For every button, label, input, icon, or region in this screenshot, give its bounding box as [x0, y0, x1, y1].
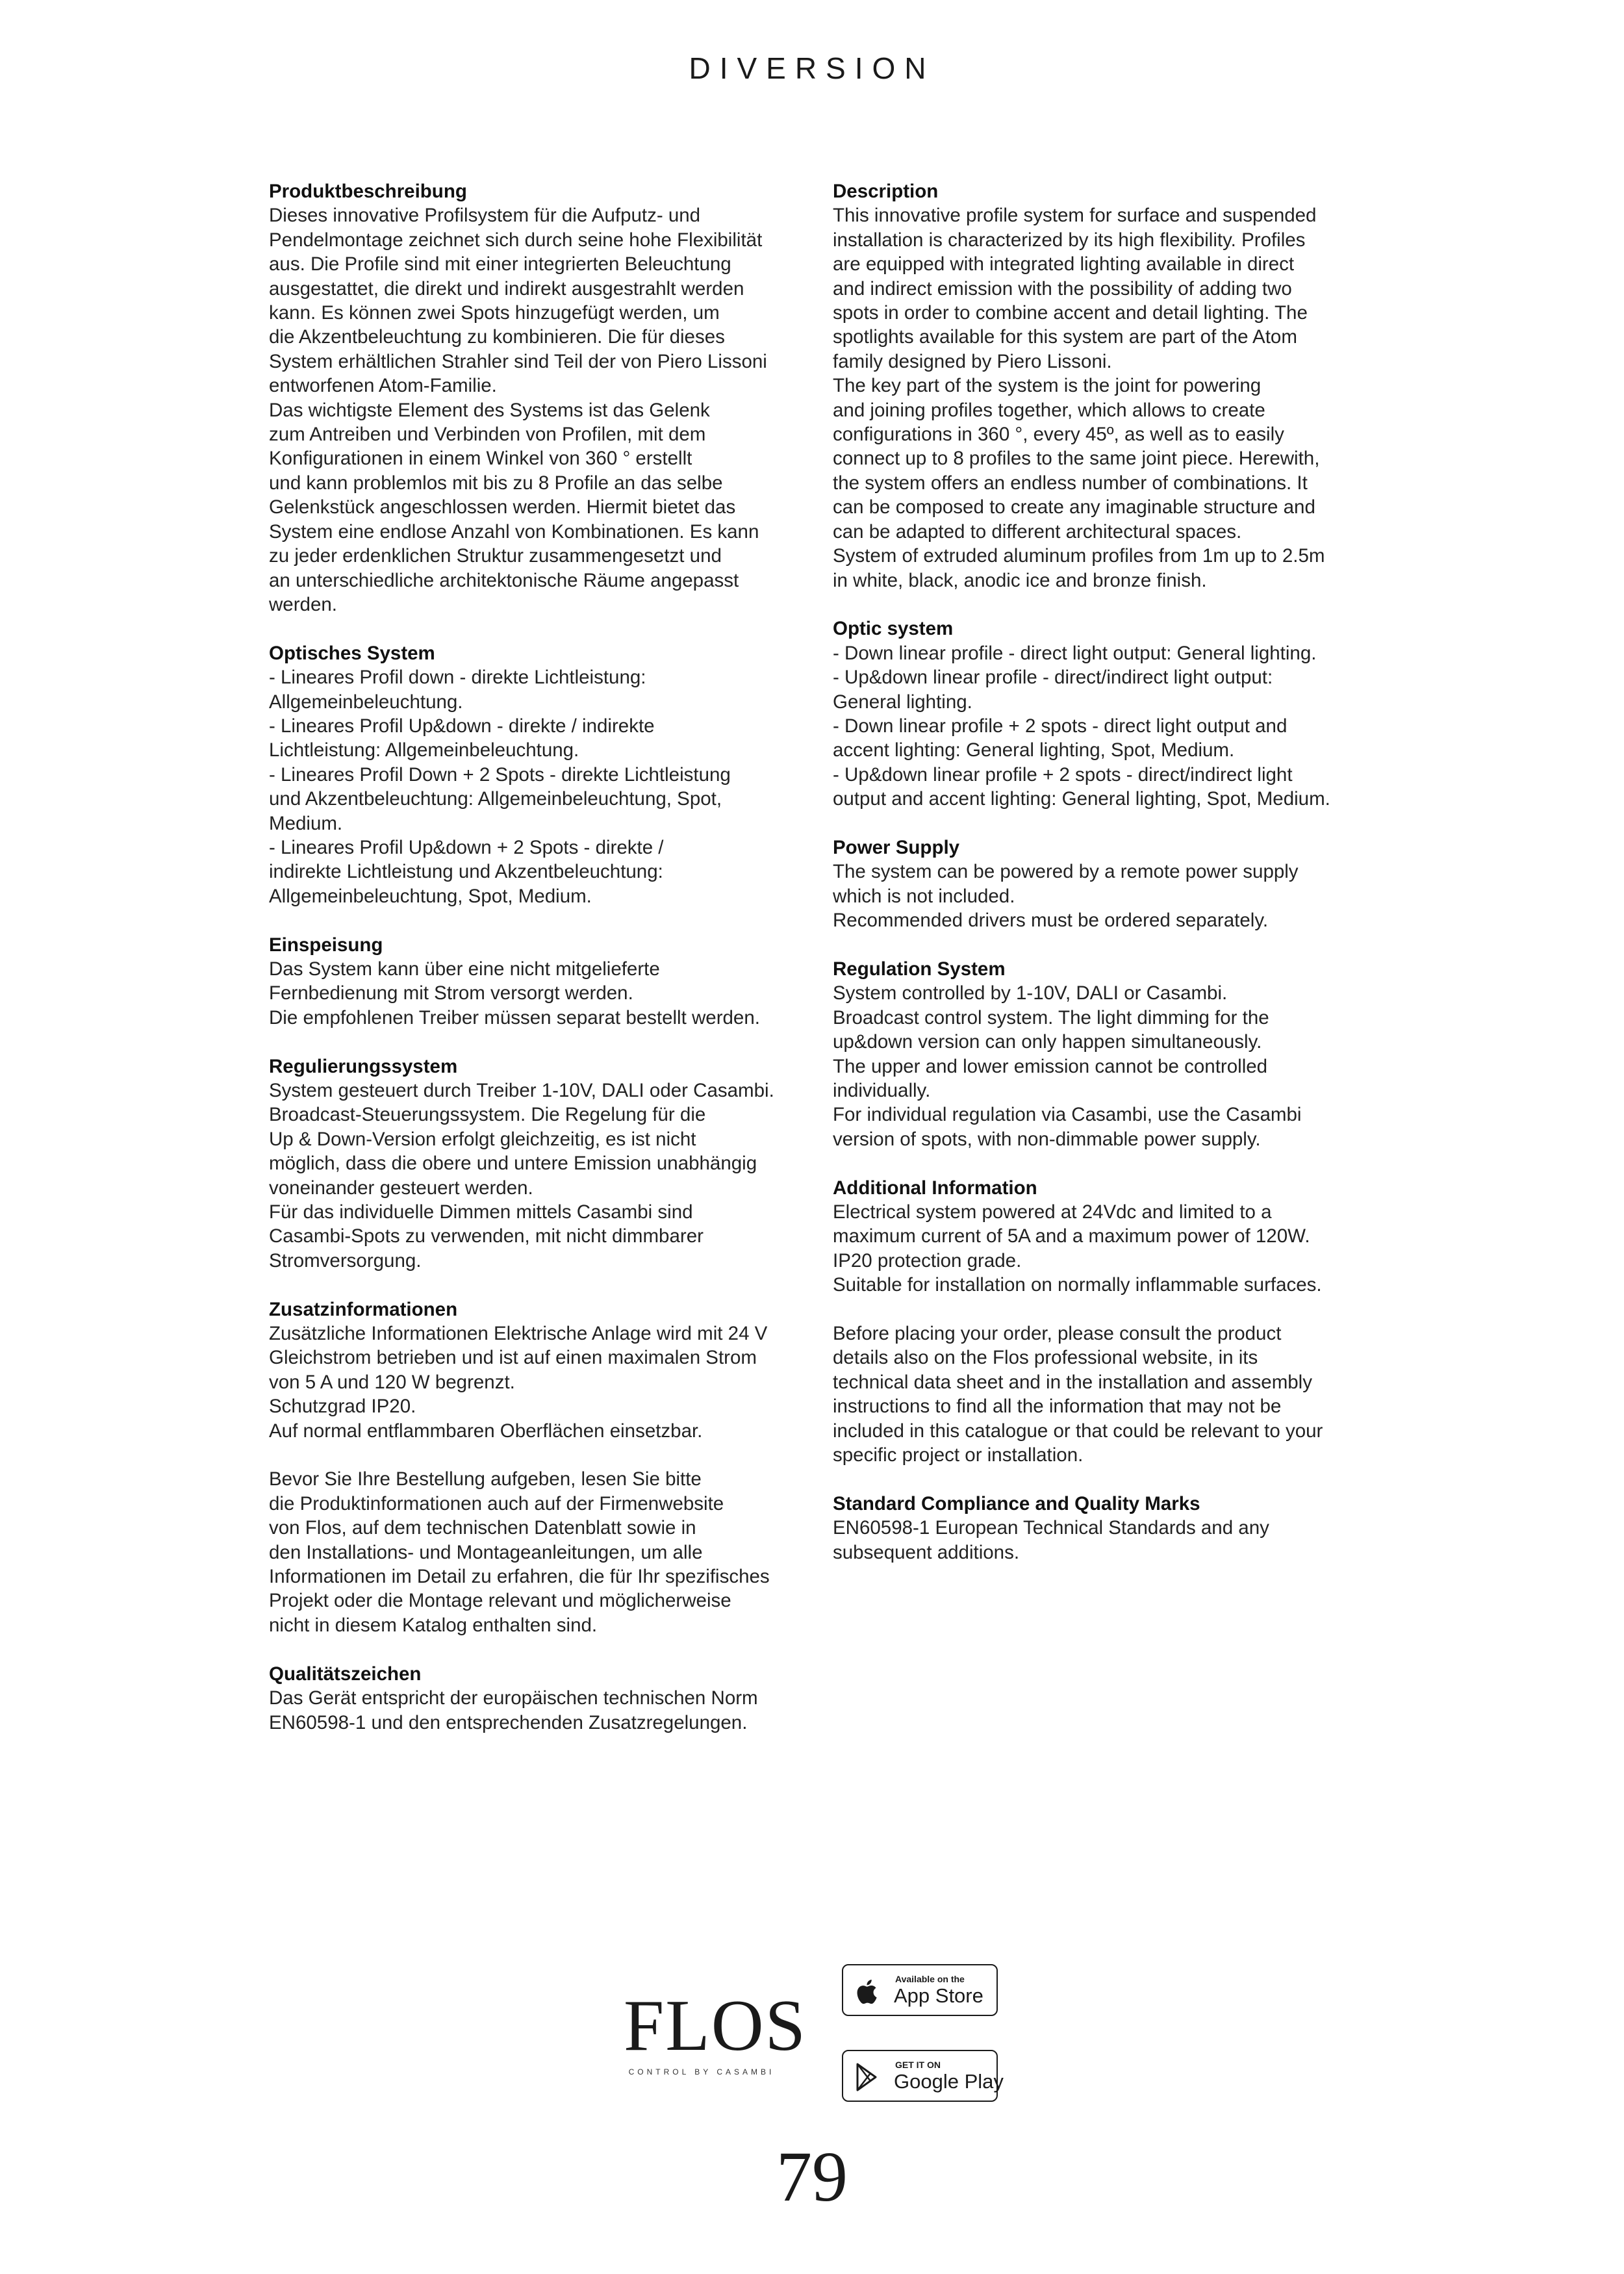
- text-line: For individual regulation via Casambi, use the Casambi: [833, 1104, 1302, 1126]
- text-line: - Down linear profile - direct light output: General lighting.: [833, 642, 1317, 664]
- english-section: [833, 1492, 1404, 1565]
- text-line: Für das individuelle Dimmen mittels Casambi sind: [269, 1201, 693, 1223]
- english-column: [833, 179, 1404, 1589]
- text-line: nicht in diesem Katalog enthalten sind.: [269, 1614, 598, 1636]
- text-line: - Up&down linear profile - direct/indirect light output:: [833, 667, 1273, 689]
- text-line: Broadcast-Steuerungssystem. Die Regelung für die: [269, 1104, 706, 1126]
- app-store-label: App Store: [894, 1984, 983, 2007]
- text-line: Electrical system powered at 24Vdc and limited to a: [833, 1201, 1272, 1223]
- text-line: von Flos, auf dem technischen Datenblatt sowie in: [269, 1517, 696, 1539]
- text-line: version of spots, with non-dimmable power supply.: [833, 1128, 1261, 1150]
- text-line: connect up to 8 profiles to the same joint piece. Herewith,: [833, 448, 1320, 470]
- text-line: Recommended drivers must be ordered separately.: [833, 910, 1269, 932]
- german-section: [269, 1054, 841, 1273]
- text-line: individually.: [833, 1079, 931, 1101]
- section-heading: Regulierungssystem: [269, 1055, 458, 1077]
- text-line: Allgemeinbeleuchtung, Spot, Medium.: [269, 885, 592, 907]
- text-line: - Lineares Profil down - direkte Lichtleistung:: [269, 667, 646, 689]
- text-line: Auf normal entflammbaren Oberflächen einsetzbar.: [269, 1420, 703, 1442]
- section-heading: Einspeisung: [269, 934, 383, 956]
- text-line: Die empfohlenen Treiber müssen separat bestellt werden.: [269, 1006, 760, 1028]
- text-line: Pendelmontage zeichnet sich durch seine hohe Flexibilität: [269, 229, 763, 251]
- text-line: Gleichstrom betrieben und ist auf einen maximalen Strom: [269, 1347, 757, 1369]
- text-line: kann. Es können zwei Spots hinzugefügt werden, um: [269, 302, 720, 324]
- flos-logo-subtitle: CONTROL BY CASAMBI: [628, 2067, 775, 2076]
- section-heading: Power Supply: [833, 836, 960, 858]
- text-line: voneinander gesteuert werden.: [269, 1177, 533, 1199]
- english-section: [833, 957, 1404, 1151]
- text-line: Fernbedienung mit Strom versorgt werden.: [269, 982, 633, 1004]
- text-line: Informationen im Detail zu erfahren, die für Ihr spezifisches: [269, 1566, 770, 1588]
- google-play-label: Google Play: [894, 2070, 1004, 2093]
- text-line: Allgemeinbeleuchtung.: [269, 691, 463, 713]
- text-line: Das wichtigste Element des Systems ist das Gelenk: [269, 399, 710, 421]
- text-line: Before placing your order, please consult the product: [833, 1323, 1282, 1345]
- text-line: subsequent additions.: [833, 1541, 1020, 1563]
- german-section: [269, 1662, 841, 1735]
- text-line: specific project or installation.: [833, 1444, 1084, 1466]
- flos-wordmark: FLOS: [624, 1986, 807, 2066]
- app-store-badge[interactable]: [842, 1964, 998, 2016]
- text-line: configurations in 360 °, every 45º, as well as to easily: [833, 424, 1284, 446]
- text-line: General lighting.: [833, 691, 972, 713]
- text-line: aus. Die Profile sind mit einer integrierten Beleuchtung: [269, 253, 731, 275]
- text-line: can be adapted to different architectural spaces.: [833, 520, 1242, 543]
- text-line: Das Gerät entspricht der europäischen technischen Norm: [269, 1687, 758, 1709]
- text-line: installation is characterized by its high flexibility. Profiles: [833, 229, 1306, 251]
- text-line: System of extruded aluminum profiles from 1m up to 2.5m: [833, 545, 1325, 567]
- text-line: maximum current of 5A and a maximum power of 120W.: [833, 1225, 1310, 1247]
- text-line: the system offers an endless number of combinations. It: [833, 472, 1308, 494]
- text-line: - Lineares Profil Up&down + 2 Spots - direkte /: [269, 836, 664, 858]
- english-section: [833, 179, 1404, 593]
- app-store-small-text: Available on the: [895, 1974, 965, 1984]
- text-line: spotlights available for this system are part of the Atom: [833, 326, 1297, 348]
- text-line: which is not included.: [833, 885, 1015, 907]
- text-line: The key part of the system is the joint for powering: [833, 375, 1262, 397]
- text-line: Gelenkstück angeschlossen werden. Hiermit bietet das: [269, 496, 736, 518]
- section-heading: Zusatzinformationen: [269, 1298, 458, 1320]
- text-line: Stromversorgung.: [269, 1249, 422, 1271]
- text-line: System controlled by 1-10V, DALI or Casambi.: [833, 982, 1228, 1004]
- text-line: technical data sheet and in the installation and assembly: [833, 1371, 1312, 1393]
- german-section: [269, 179, 841, 617]
- text-line: This innovative profile system for surface and suspended: [833, 205, 1317, 227]
- google-play-small-text: GET IT ON: [895, 2060, 941, 2070]
- text-line: up&down version can only happen simultaneously.: [833, 1031, 1262, 1053]
- text-line: Medium.: [269, 812, 343, 834]
- text-line: System erhältlichen Strahler sind Teil der von Piero Lissoni: [269, 350, 767, 372]
- text-line: von 5 A und 120 W begrenzt.: [269, 1371, 515, 1393]
- german-section: [269, 933, 841, 1030]
- section-heading: Qualitätszeichen: [269, 1663, 422, 1685]
- section-heading: Optisches System: [269, 642, 435, 664]
- text-line: are equipped with integrated lighting available in direct: [833, 253, 1295, 275]
- german-column: [269, 179, 841, 1759]
- text-line: Broadcast control system. The light dimming for the: [833, 1006, 1269, 1028]
- text-line: spots in order to combine accent and detail lighting. The: [833, 302, 1308, 324]
- google-play-icon: [854, 2062, 882, 2093]
- text-line: Dieses innovative Profilsystem für die Aufputz- und: [269, 205, 701, 227]
- text-line: Schutzgrad IP20.: [269, 1396, 416, 1418]
- page-number: 79: [776, 2137, 848, 2216]
- english-section: [833, 836, 1404, 933]
- english-section: [833, 1176, 1404, 1468]
- paragraph-gap: [269, 1443, 841, 1467]
- flos-logo: [624, 1986, 807, 2076]
- text-line: entworfenen Atom-Familie.: [269, 375, 497, 397]
- text-line: System eine endlose Anzahl von Kombinationen. Es kann: [269, 520, 759, 543]
- text-line: instructions to find all the information that may not be: [833, 1396, 1282, 1418]
- text-line: zum Antreiben und Verbinden von Profilen, mit dem: [269, 424, 706, 446]
- text-line: an unterschiedliche architektonische Räume angepasst: [269, 569, 739, 591]
- text-line: family designed by Piero Lissoni.: [833, 350, 1112, 372]
- text-line: - Up&down linear profile + 2 spots - direct/indirect light: [833, 763, 1293, 786]
- text-line: - Lineares Profil Up&down - direkte / indirekte: [269, 715, 655, 737]
- text-line: die Akzentbeleuchtung zu kombinieren. Die für dieses: [269, 326, 725, 348]
- text-line: Projekt oder die Montage relevant und möglicherweise: [269, 1590, 731, 1612]
- text-line: Casambi-Spots zu verwenden, mit nicht dimmbarer: [269, 1225, 704, 1247]
- section-heading: Standard Compliance and Quality Marks: [833, 1492, 1200, 1514]
- page-title: DIVERSION: [689, 51, 935, 85]
- text-line: Suitable for installation on normally inflammable surfaces.: [833, 1274, 1322, 1296]
- text-line: The system can be powered by a remote power supply: [833, 861, 1299, 883]
- text-line: indirekte Lichtleistung und Akzentbeleuchtung:: [269, 861, 663, 883]
- text-line: System gesteuert durch Treiber 1-10V, DALI oder Casambi.: [269, 1079, 774, 1101]
- text-line: Zusätzliche Informationen Elektrische Anlage wird mit 24 V: [269, 1323, 768, 1345]
- text-line: The upper and lower emission cannot be controlled: [833, 1055, 1268, 1077]
- text-line: accent lighting: General lighting, Spot, Medium.: [833, 739, 1235, 761]
- section-heading: Produktbeschreibung: [269, 181, 467, 202]
- text-line: die Produktinformationen auch auf der Firmenwebsite: [269, 1492, 724, 1514]
- text-line: and indirect emission with the possibility of adding two: [833, 277, 1292, 300]
- text-line: und kann problemlos mit bis zu 8 Profile an das selbe: [269, 472, 723, 494]
- section-heading: Additional Information: [833, 1177, 1037, 1199]
- text-line: and joining profiles together, which allows to create: [833, 399, 1265, 421]
- section-heading: Regulation System: [833, 958, 1006, 980]
- german-section: [269, 1297, 841, 1638]
- apple-icon: [854, 1976, 882, 2007]
- text-line: details also on the Flos professional website, in its: [833, 1347, 1258, 1369]
- text-line: EN60598-1 European Technical Standards and any: [833, 1517, 1269, 1539]
- text-line: EN60598-1 und den entsprechenden Zusatzregelungen.: [269, 1711, 748, 1733]
- google-play-badge[interactable]: [842, 2050, 1004, 2102]
- text-line: can be composed to create any imaginable structure and: [833, 496, 1315, 518]
- text-line: - Down linear profile + 2 spots - direct light output and: [833, 715, 1288, 737]
- text-line: Das System kann über eine nicht mitgelieferte: [269, 958, 660, 980]
- text-line: - Lineares Profil Down + 2 Spots - direkte Lichtleistung: [269, 763, 731, 786]
- text-line: Up & Down-Version erfolgt gleichzeitig, es ist nicht: [269, 1128, 696, 1150]
- text-line: included in this catalogue or that could be relevant to your: [833, 1420, 1323, 1442]
- text-line: IP20 protection grade.: [833, 1249, 1022, 1271]
- text-line: den Installations- und Montageanleitungen, um alle: [269, 1541, 703, 1563]
- section-heading: Optic system: [833, 618, 954, 640]
- section-heading: Description: [833, 181, 939, 202]
- text-line: möglich, dass die obere und untere Emission unabhängig: [269, 1153, 757, 1175]
- text-line: Bevor Sie Ihre Bestellung aufgeben, lesen Sie bitte: [269, 1468, 702, 1490]
- text-line: und Akzentbeleuchtung: Allgemeinbeleuchtung, Spot,: [269, 788, 722, 810]
- text-line: Konfigurationen in einem Winkel von 360 ° erstellt: [269, 448, 692, 470]
- text-line: Lichtleistung: Allgemeinbeleuchtung.: [269, 739, 579, 761]
- text-line: output and accent lighting: General lighting, Spot, Medium.: [833, 788, 1330, 810]
- paragraph-gap: [833, 1297, 1404, 1322]
- text-line: in white, black, anodic ice and bronze finish.: [833, 569, 1207, 591]
- german-section: [269, 641, 841, 908]
- text-line: werden.: [269, 593, 337, 615]
- english-section: [833, 617, 1404, 811]
- text-line: ausgestattet, die direkt und indirekt ausgestrahlt werden: [269, 277, 744, 300]
- text-line: zu jeder erdenklichen Struktur zusammengesetzt und: [269, 545, 722, 567]
